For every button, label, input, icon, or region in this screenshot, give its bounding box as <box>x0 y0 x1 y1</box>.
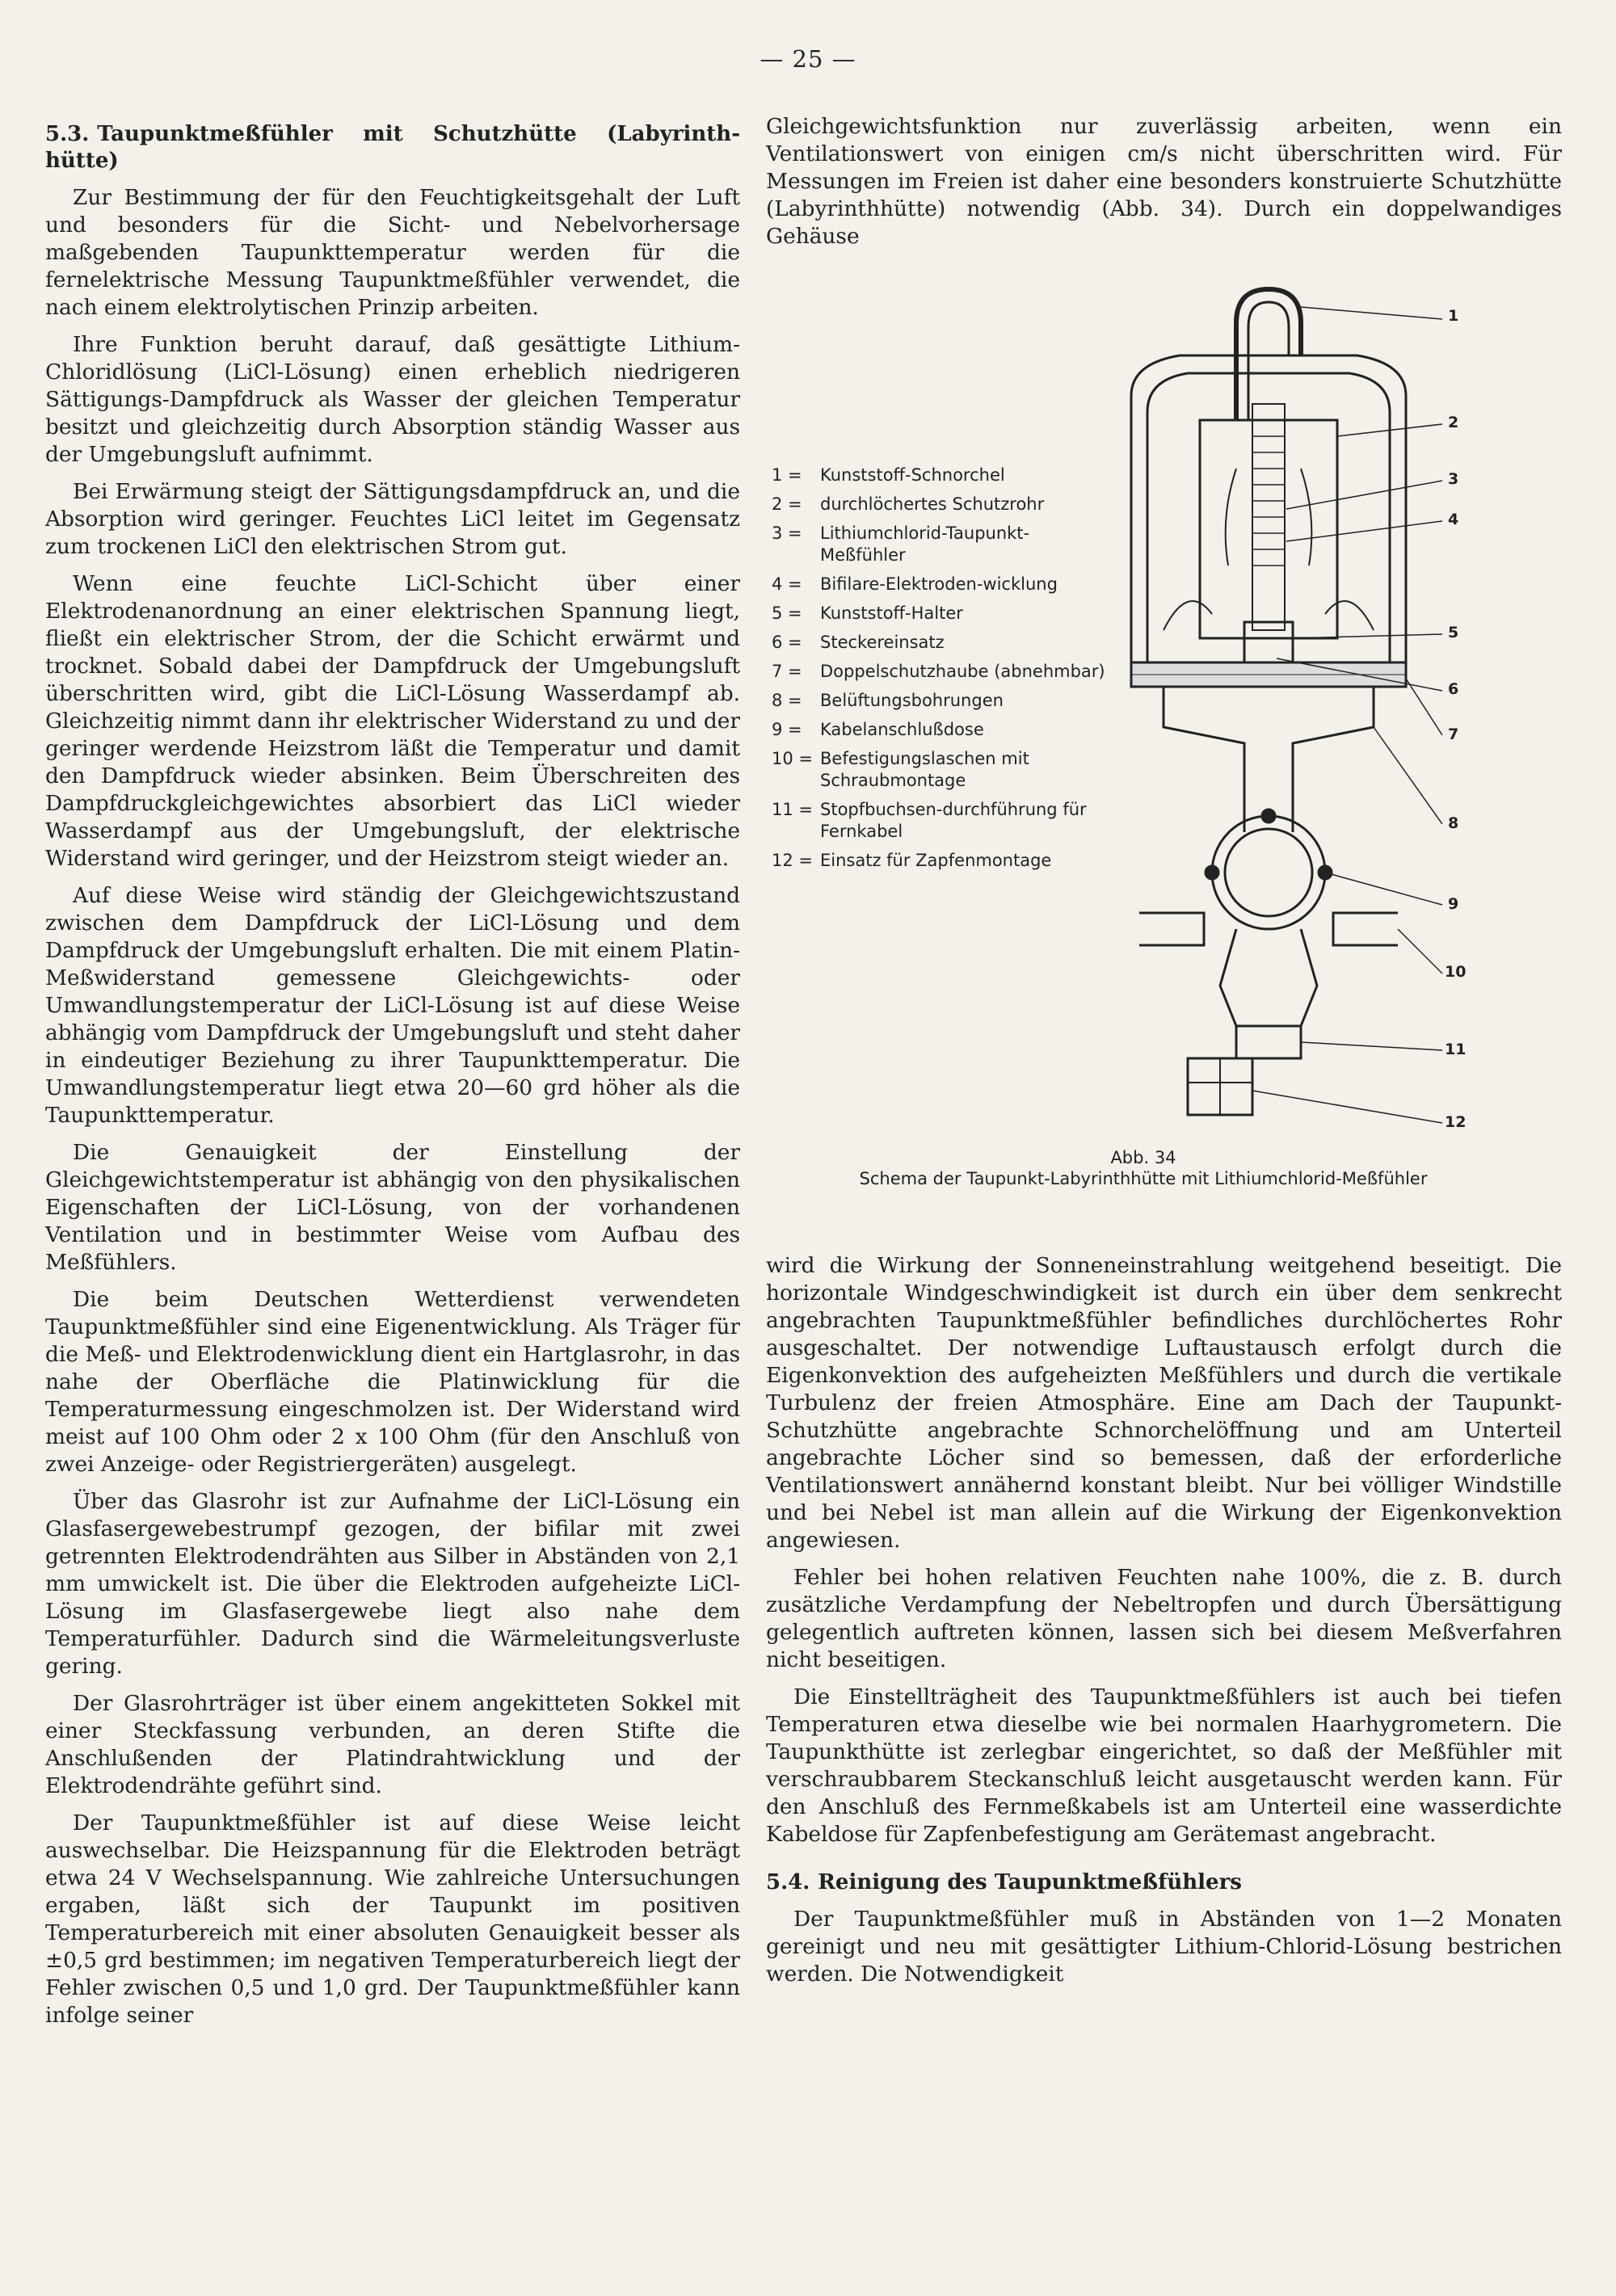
page-number: — 25 — <box>760 45 856 73</box>
callout-7: 7 <box>1448 725 1459 743</box>
legend-text: Lithiumchlorid-Taupunkt-Meßfühler <box>820 524 1030 565</box>
legend-item <box>772 799 1111 843</box>
paragraph: Der Taupunktmeßfühler ist auf diese Weise leicht auswechselbar. Die Heizspannung für die Elektroden beträgt etwa 24 V Wechselspannung. Wie zahlreiche Untersuchungen ergaben, läßt sich der Taupunkt im positiven Temperaturbereich mit einer absoluten Genauigkeit besser als ±0,5 grd bestimmen; im negativen Temperaturbereich liegt der Fehler zwischen 0,5 und 1,0 grd. Der Taupunktmeßfühler kann infolge seiner <box>45 1810 740 2028</box>
callout-9: 9 <box>1448 895 1459 913</box>
paragraph: Der Taupunktmeßfühler muß in Abständen von 1—2 Monaten gereinigt und neu mit gesättigter Lithium-Chlorid-Lösung bestrichen werden. Die Notwendigkeit <box>766 1907 1562 1987</box>
callout-2: 2 <box>1448 414 1459 431</box>
paragraph: Gleichgewichtsfunktion nur zuverlässig arbeiten, wenn ein Ventilationswert von einigen cm/s nicht überschritten wird. Für Messungen im Freien ist daher eine besonders konstruierte Schutzhütte (Labyrinthhütte) notwendig (Abb. 34). Durch ein doppelwandiges Gehäuse <box>766 114 1562 249</box>
legend-text: Kunststoff-Schnorchel <box>820 465 1005 485</box>
legend-number: 8 = <box>772 691 802 710</box>
legend-text: Befestigungslaschen mit Schraubmontage <box>820 749 1029 790</box>
paragraph: Ihre Funktion beruht darauf, daß gesättigte Lithium-Chloridlösung (LiCl-Lösung) einen erheblich niedrigeren Sättigungs-Dampfdruck als Wasser der gleichen Temperatur besitzt und gleichzeitig durch Absorption ständig Wasser aus der Umgebungsluft aufnimmt. <box>45 332 740 467</box>
section-number: 5.4. <box>766 1870 810 1894</box>
legend-number: 5 = <box>772 603 802 623</box>
figure-legend <box>772 465 1111 879</box>
legend-text: Steckereinsatz <box>820 633 945 652</box>
section-title: Reinigung des Taupunktmeßfühlers <box>818 1870 1242 1894</box>
caption-text: Schema der Taupunkt-Labyrinthhütte mit Lithiumchlorid-Meßfühler <box>859 1169 1428 1188</box>
paragraph: Über das Glasrohr ist zur Aufnahme der LiCl-Lösung ein Glasfasergewebestrumpf gezogen, der bifilar mit zwei getrennten Elektrodendrähten aus Silber in Abständen von 2,1 mm umwickelt ist. Die über die Elektroden aufgeheizte LiCl-Lösung im Glasfasergewebe liegt also nahe dem Temperaturfühler. Dadurch sind die Wärmeleitungsverluste gering. <box>45 1489 740 1679</box>
paragraph: Fehler bei hohen relativen Feuchten nahe 100%, die z. B. durch zusätzliche Verdampfung der Nebeltropfen und durch Übersättigung gelegentlich auftreten können, lassen sich bei diesem Meßverfahren nicht beseitigen. <box>766 1565 1562 1672</box>
section-heading-5-3 <box>45 121 740 175</box>
legend-text: Belüftungsbohrungen <box>820 691 1004 710</box>
paragraph: Die beim Deutschen Wetterdienst verwendeten Taupunktmeßfühler sind eine Eigenentwicklung. Als Träger für die Meß- und Elektrodenwicklung dient ein Hartglasrohr, in das nahe der Oberfläche die Platinwicklung für die Temperaturmessung eingeschmolzen ist. Der Widerstand wird meist auf 100 Ohm oder 2 x 100 Ohm (für den Anschluß von zwei Anzeige- oder Registriergeräten) ausgelegt. <box>45 1287 740 1477</box>
section-title: Taupunktmeßfühler mit Schutzhütte (Labyrinth-hütte) <box>45 122 740 173</box>
legend-number: 1 = <box>772 465 802 485</box>
legend-text: durchlöchertes Schutzrohr <box>820 494 1045 514</box>
legend-item <box>772 632 1111 654</box>
section-heading-5-4 <box>766 1869 1562 1896</box>
paragraph: Die Einstellträgheit des Taupunktmeßfühlers ist auch bei tiefen Temperaturen etwa dieselbe wie bei normalen Haarhygrometern. Die Taupunkthütte ist zerlegbar eingerichtet, so daß der Meßfühler mit verschraubbarem Steckanschluß leicht ausgetauscht werden kann. Für den Anschluß des Fernmeßkabels ist am Unterteil eine wasserdichte Kabeldose für Zapfenbefestigung am Gerätemast angebracht. <box>766 1684 1562 1847</box>
legend-item <box>772 465 1111 486</box>
legend-item <box>772 574 1111 595</box>
paragraph: Die Genauigkeit der Einstellung der Gleichgewichtstemperatur ist abhängig von den physikalischen Eigenschaften der LiCl-Lösung, von der vorhandenen Ventilation und in bestimmter Weise vom Aufbau des Meßfühlers. <box>45 1140 740 1275</box>
legend-number: 10 = <box>772 749 813 768</box>
cable-gland-shape <box>1236 1026 1301 1058</box>
legend-item <box>772 494 1111 515</box>
lower-cone-shape <box>1164 687 1244 832</box>
legend-text: Kunststoff-Halter <box>820 603 963 623</box>
section-number: 5.3. <box>45 122 90 146</box>
legend-number: 11 = <box>772 800 813 819</box>
cable-box-shape <box>1212 816 1325 929</box>
legend-text: Einsatz für Zapfenmontage <box>820 851 1052 870</box>
figure-caption <box>768 1147 1519 1189</box>
callout-4: 4 <box>1448 511 1459 528</box>
legend-text: Stopfbuchsen-durchführung für Fernkabel <box>820 800 1087 841</box>
right-column-top <box>766 113 1562 260</box>
legend-item <box>772 603 1111 624</box>
legend-number: 2 = <box>772 494 802 514</box>
legend-item <box>772 719 1111 741</box>
mounting-lugs-shape <box>1139 913 1204 945</box>
legend-text: Bifilare-Elektroden-wicklung <box>820 574 1058 594</box>
paragraph: wird die Wirkung der Sonneneinstrahlung weitgehend beseitigt. Die horizontale Windgeschwindigkeit ist durch ein über dem senkrecht angebrachten Taupunktmeßfühler befindliches durchlöchertes Rohr ausgeschaltet. Der notwendige Luftaustausch erfolgt durch die Eigenkonvektion des aufgeheizten Meßfühlers und durch die vertikale Turbulenz der freien Atmosphäre. Eine am Dach der Taupunkt-Schutzhütte angebrachte Schnorchelöffnung und am Unterteil angebrachte Löcher sind so bemessen, daß der erforderliche Ventilationswert annähernd konstant bleibt. Nur bei völliger Windstille und bei Nebel ist man allein auf die Wirkung der Eigenkonvektion angewiesen. <box>766 1253 1562 1553</box>
legend-number: 3 = <box>772 524 802 543</box>
legend-item <box>772 523 1111 566</box>
callout-12: 12 <box>1445 1113 1467 1131</box>
callout-6: 6 <box>1448 680 1459 698</box>
legend-number: 12 = <box>772 851 813 870</box>
legend-number: 7 = <box>772 662 802 681</box>
paragraph: Wenn eine feuchte LiCl-Schicht über einer Elektrodenanordnung an einer elektrischen Spannung liegt, fließt ein elektrischer Strom, der die Schicht erwärmt und trocknet. Sobald dabei der Dampfdruck der Umgebungsluft überschritten wird, gibt die LiCl-Lösung Wasserdampf ab. Gleichzeitig nimmt dann ihr elektrischer Widerstand zu und der geringer werdende Heizstrom läßt die Temperatur und damit den Dampfdruck wieder absinken. Beim Überschreiten des Dampfdruckgleichgewichtes absorbiert das LiCl wieder Wasserdampf aus der Umgebungsluft, der elektrische Widerstand wird geringer, und der Heizstrom steigt wieder an. <box>45 571 740 871</box>
callout-5: 5 <box>1448 624 1459 641</box>
paragraph: Zur Bestimmung der für den Feuchtigkeitsgehalt der Luft und besonders für die Sicht- und Nebelvorhersage maßgebenden Taupunkttemperatur werden für die fernelektrische Messung Taupunktmeßfühler verwendet, die nach einem elektrolytischen Prinzip arbeiten. <box>45 185 740 320</box>
paragraph: Auf diese Weise wird ständig der Gleichgewichtszustand zwischen dem Dampfdruck der LiCl-Lösung und dem Dampfdruck der Umgebungsluft erhalten. Die mit einem Platin-Meßwiderstand gemessene Gleichgewichts- oder Umwandlungstemperatur der LiCl-Lösung ist auf diese Weise abhängig vom Dampfdruck der Umgebungsluft und steht daher in eindeutiger Beziehung zu ihrer Taupunkttemperatur. Die Umwandlungstemperatur liegt etwa 20—60 grd höher als die Taupunkttemperatur. <box>45 883 740 1128</box>
callout-11: 11 <box>1445 1041 1467 1058</box>
legend-item <box>772 690 1111 712</box>
callout-8: 8 <box>1448 814 1459 832</box>
legend-text: Kabelanschlußdose <box>820 720 984 739</box>
legend-text: Doppelschutzhaube (abnehmbar) <box>820 662 1105 681</box>
caption-label: Abb. 34 <box>1110 1148 1176 1167</box>
callout-1: 1 <box>1448 307 1459 325</box>
legend-number: 6 = <box>772 633 802 652</box>
dewpoint-hut-schematic <box>1115 275 1471 1155</box>
dewpoint-hut-diagram <box>1115 275 1471 1155</box>
paragraph: Der Glasrohrträger ist über einem angekitteten Sokkel mit einer Steckfassung verbunden, an deren Stifte die Anschlußenden der Platindrahtwicklung und der Elektrodendrähte geführt sind. <box>45 1691 740 1798</box>
legend-number: 4 = <box>772 574 802 594</box>
left-column <box>45 121 740 2039</box>
paragraph: Bei Erwärmung steigt der Sättigungsdampfdruck an, und die Absorption wird geringer. Feuchtes LiCl leitet im Gegensatz zum trockenen LiCl den elektrischen Strom gut. <box>45 479 740 559</box>
callout-10: 10 <box>1445 963 1467 981</box>
legend-item <box>772 661 1111 683</box>
legend-item <box>772 850 1111 872</box>
callout-3: 3 <box>1448 470 1459 488</box>
legend-number: 9 = <box>772 720 802 739</box>
right-column-bottom <box>766 1252 1562 1998</box>
legend-item <box>772 748 1111 792</box>
